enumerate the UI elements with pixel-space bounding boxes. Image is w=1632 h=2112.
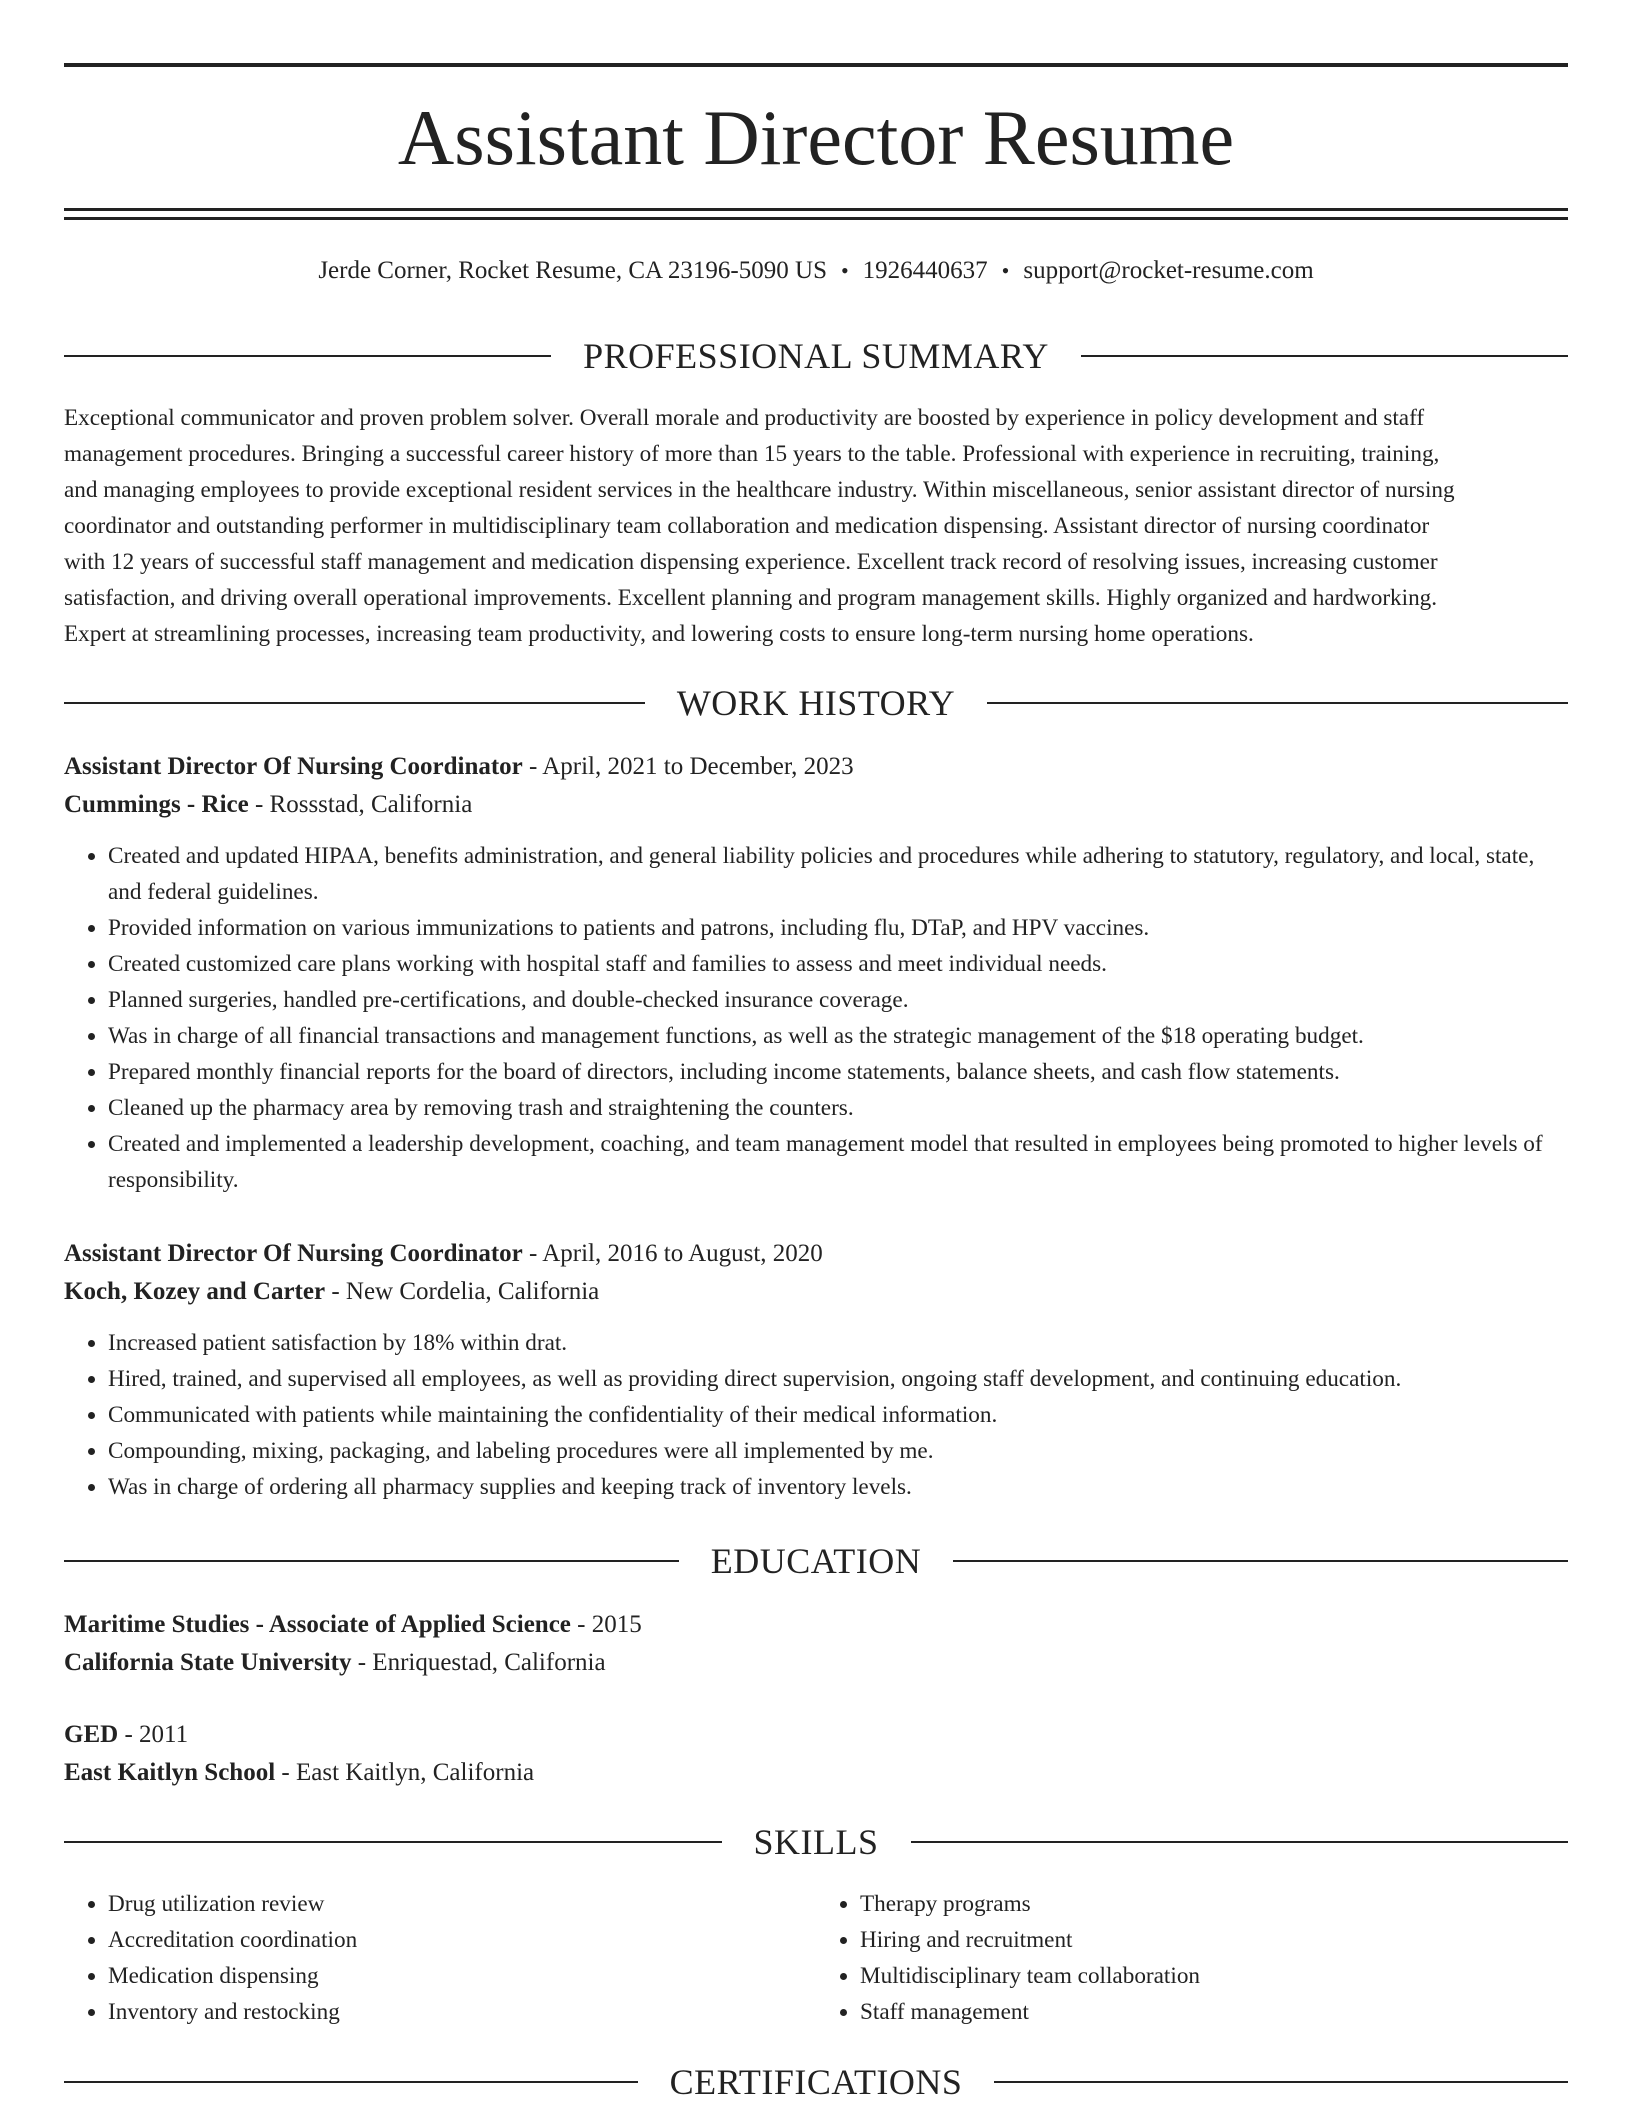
section-title-work-history: WORK HISTORY xyxy=(676,683,956,723)
job-title-line xyxy=(64,748,1568,786)
section-title-summary: PROFESSIONAL SUMMARY xyxy=(583,336,1049,376)
contact-phone: 1926440637 xyxy=(862,257,988,284)
summary-line: coordinator and outstanding performer in multidisciplinary team collaboration and medication dispensing. Assistant director of nursing coordinator xyxy=(64,513,1430,539)
contact-email: support@rocket-resume.com xyxy=(1023,257,1314,284)
title-double-rule xyxy=(64,208,1568,220)
heading-rule-left xyxy=(64,1560,679,1562)
education-school-line xyxy=(64,1754,1568,1792)
summary-line: Exceptional communicator and proven problem solver. Overall morale and productivity are boosted by experience in policy development and staff xyxy=(64,405,1425,431)
heading-rule-right xyxy=(994,2081,1568,2083)
job-bullet: • Cleaned up the pharmacy area by removing trash and straightening the counters. xyxy=(108,1090,1568,1126)
job-entry xyxy=(64,1235,1568,1505)
summary-line: management procedures. Bringing a successful career history of more than 15 years to the table. Professional with experience in recruiting, training, xyxy=(64,441,1440,467)
summary-line: Expert at streamlining processes, increasing team productivity, and lowering costs to ensure long-term nursing home operations. xyxy=(64,621,1254,647)
section-title-education: EDUCATION xyxy=(710,1541,922,1581)
top-rule xyxy=(64,63,1568,67)
education-school: East Kaitlyn School xyxy=(64,1759,276,1786)
section-heading-summary xyxy=(64,334,1568,378)
skill-item: • Medication dispensing xyxy=(108,1958,816,1994)
heading-rule-left xyxy=(64,1841,722,1843)
job-bullet: • Created and implemented a leadership development, coaching, and team management model that resulted in employees being promoted to higher levels of responsibility. xyxy=(108,1126,1568,1198)
job-bullets xyxy=(64,1325,1568,1505)
section-title-skills: SKILLS xyxy=(753,1822,879,1862)
job-bullet: • Prepared monthly financial reports for the board of directors, including income statements, balance sheets, and cash flow statements. xyxy=(108,1054,1568,1090)
education-degree: GED xyxy=(64,1721,119,1748)
heading-rule-right xyxy=(911,1841,1569,1843)
education-year: - 2011 xyxy=(118,1721,189,1748)
job-bullet: • Was in charge of ordering all pharmacy supplies and keeping track of inventory levels. xyxy=(108,1469,1568,1505)
education-school: California State University xyxy=(64,1649,352,1676)
professional-summary xyxy=(64,400,1568,652)
summary-line: with 12 years of successful staff management and medication dispensing experience. Excellent track record of resolving issues, increasing customer xyxy=(64,549,1438,575)
heading-rule-left xyxy=(64,355,551,357)
job-title-line xyxy=(64,1235,1568,1273)
section-title-certifications: CERTIFICATIONS xyxy=(669,2062,963,2102)
heading-rule-right xyxy=(953,1560,1568,1562)
heading-rule-right xyxy=(1081,355,1568,357)
education-degree-line xyxy=(64,1716,1568,1754)
job-company: Koch, Kozey and Carter xyxy=(64,1278,326,1305)
education-year: - 2015 xyxy=(570,1611,642,1638)
skill-item: • Therapy programs xyxy=(860,1886,1568,1922)
section-heading-skills xyxy=(64,1820,1568,1864)
job-location: - New Cordelia, California xyxy=(325,1278,600,1305)
job-bullet: • Communicated with patients while maintaining the confidentiality of their medical information. xyxy=(108,1397,1568,1433)
job-bullet: • Created and updated HIPAA, benefits administration, and general liability policies and procedures while adhering to statutory, regulatory, and local, state, and federal guidelines. xyxy=(108,838,1568,910)
job-bullet: • Created customized care plans working with hospital staff and families to assess and meet individual needs. xyxy=(108,946,1568,982)
job-company-line xyxy=(64,786,1568,824)
section-heading-certifications xyxy=(64,2060,1568,2104)
heading-rule-left xyxy=(64,2081,638,2083)
summary-line: satisfaction, and driving overall operational improvements. Excellent planning and program management skills. Highly organized and hardworking. xyxy=(64,585,1438,611)
skills-column-left xyxy=(64,1886,816,2030)
heading-rule-right xyxy=(987,702,1568,704)
skill-item: • Inventory and restocking xyxy=(108,1994,816,2030)
job-bullet: • Planned surgeries, handled pre-certifications, and double-checked insurance coverage. xyxy=(108,982,1568,1018)
job-bullet: • Provided information on various immunizations to patients and patrons, including flu, DTaP, and HPV vaccines. xyxy=(108,910,1568,946)
education-school-line xyxy=(64,1644,1568,1682)
job-bullet: • Compounding, mixing, packaging, and labeling procedures were all implemented by me. xyxy=(108,1433,1568,1469)
job-bullet: • Increased patient satisfaction by 18% within drat. xyxy=(108,1325,1568,1361)
skill-item: • Accreditation coordination xyxy=(108,1922,816,1958)
education-entry xyxy=(64,1606,1568,1682)
contact-separator: • xyxy=(840,258,849,283)
job-entry xyxy=(64,748,1568,1198)
contact-separator: • xyxy=(1001,258,1010,283)
job-title: Assistant Director Of Nursing Coordinator xyxy=(64,753,523,780)
education-degree: Maritime Studies - Associate of Applied Science xyxy=(64,1611,571,1638)
heading-rule-left xyxy=(64,702,645,704)
job-company-line xyxy=(64,1273,1568,1311)
summary-line: and managing employees to provide exceptional resident services in the healthcare industry. Within miscellaneous, senior assistant director of nursing xyxy=(64,477,1455,503)
contact-line xyxy=(64,254,1568,288)
job-location: - Rossstad, California xyxy=(248,791,473,818)
job-dates: - April, 2016 to August, 2020 xyxy=(522,1240,823,1267)
education-location: - Enriquestad, California xyxy=(351,1649,606,1676)
education-location: - East Kaitlyn, California xyxy=(275,1759,535,1786)
skill-item: • Multidisciplinary team collaboration xyxy=(860,1958,1568,1994)
page-title: Assistant Director Resume xyxy=(397,94,1235,181)
skill-item: • Staff management xyxy=(860,1994,1568,2030)
skills-list xyxy=(64,1886,1568,2030)
job-bullets xyxy=(64,838,1568,1198)
section-heading-work-history xyxy=(64,681,1568,725)
job-bullet: • Was in charge of all financial transactions and management functions, as well as the strategic management of the $18 operating budget. xyxy=(108,1018,1568,1054)
skill-item: • Drug utilization review xyxy=(108,1886,816,1922)
skill-item: • Hiring and recruitment xyxy=(860,1922,1568,1958)
job-dates: - April, 2021 to December, 2023 xyxy=(522,753,854,780)
job-bullet: • Hired, trained, and supervised all employees, as well as providing direct supervision, ongoing staff development, and continuing education. xyxy=(108,1361,1568,1397)
education-entry xyxy=(64,1716,1568,1792)
education-degree-line xyxy=(64,1606,1568,1644)
skills-column-right xyxy=(816,1886,1568,2030)
job-company: Cummings - Rice xyxy=(64,791,249,818)
section-heading-education xyxy=(64,1539,1568,1583)
contact-address: Jerde Corner, Rocket Resume, CA 23196-5090 US xyxy=(318,257,827,284)
job-title: Assistant Director Of Nursing Coordinator xyxy=(64,1240,523,1267)
